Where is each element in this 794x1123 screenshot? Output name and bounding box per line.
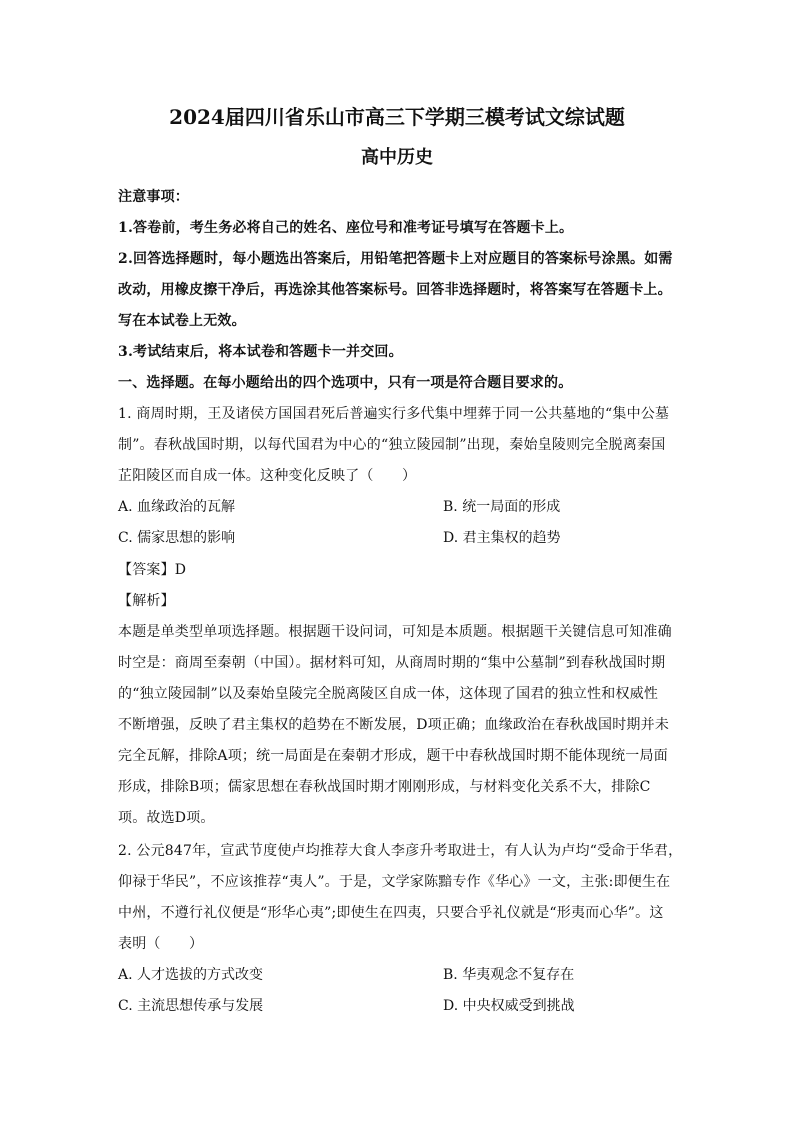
notice-item: 2.回答选择题时，每小题选出答案后，用铅笔把答题卡上对应题目的答案标号涂黑。如需: [118, 251, 673, 267]
document-title: 2024届四川省乐山市高三下学期三模考试文综试题: [169, 105, 625, 129]
notice-item: 1.答卷前，考生务必将自己的姓名、座位号和准考证号填写在答题卡上。: [118, 220, 574, 236]
question-stem-line: 表明（ ）: [118, 936, 204, 952]
question-stem-line: 1. 商周时期，王及诸侯方国国君死后普遍实行多代集中埋葬于同一公共墓地的“集中公墓: [118, 406, 670, 422]
analysis-heading: 【解析】: [118, 593, 175, 609]
question-stem-line: 芷阳陵区而自成一体。这种变化反映了（ ）: [118, 468, 417, 484]
question-stem-line: 制”。春秋战国时期，以每代国君为中心的“独立陵园制”出现，秦始皇陵则完全脱离秦国: [118, 437, 666, 453]
analysis-line: 的“独立陵园制”以及秦始皇陵完全脱离陵区自成一体，这体现了国君的独立性和权威性: [118, 686, 659, 702]
option-d: D. 中央权威受到挑战: [443, 998, 575, 1014]
analysis-line: 不断增强，反映了君主集权的趋势在不断发展，D项正确；血缘政治在春秋战国时期并未: [118, 717, 670, 733]
option-b: B. 统一局面的形成: [443, 499, 561, 515]
question-stem-line: 仰禄于华民”，不应该推荐“夷人”。于是，文学家陈黯专作《华心》一文，主张:即便生在: [118, 874, 671, 890]
analysis-line: 本题是单类型单项选择题。根据题干设问词，可知是本质题。根据题干关键信息可知准确: [118, 624, 672, 640]
analysis-line: 完全瓦解，排除A项；统一局面是在秦朝才形成，题干中春秋战国时期不能体现统一局面: [118, 748, 668, 764]
option-b: B. 华夷观念不复存在: [443, 967, 575, 983]
notice-item: 3.考试结束后，将本试卷和答题卡一并交回。: [118, 344, 403, 360]
option-c: C. 主流思想传承与发展: [118, 998, 264, 1014]
question-stem-line: 2. 公元847年，宣武节度使卢均推荐大食人李彦升考取进士，有人认为卢均“受命于华君，: [118, 843, 683, 859]
document-subtitle: 高中历史: [361, 147, 433, 168]
analysis-line: 时空是：商周至秦朝（中国）。据材料可知，从商周时期的“集中公墓制”到春秋战国时期: [118, 655, 666, 671]
answer-label: 【答案】D: [118, 562, 187, 578]
option-c: C. 儒家思想的影响: [118, 530, 236, 546]
notice-item: 写在本试卷上无效。: [118, 313, 246, 329]
question-stem-line: 中州，不遵行礼仪便是“形华心夷”;即使生在四夷，只要合乎礼仪就是“形夷而心华”。这: [118, 905, 664, 921]
section-heading: 一、选择题。在每小题给出的四个选项中，只有一项是符合题目要求的。: [118, 375, 573, 391]
notice-item: 改动，用橡皮擦干净后，再选涂其他答案标号。回答非选择题时，将答案写在答题卡上。: [118, 282, 672, 298]
notice-heading: 注意事项：: [118, 189, 189, 205]
analysis-line: 项。故选D项。: [118, 810, 215, 826]
option-a: A. 血缘政治的瓦解: [118, 499, 236, 515]
option-d: D. 君主集权的趋势: [443, 530, 561, 546]
option-a: A. 人才选拔的方式改变: [118, 967, 264, 983]
analysis-line: 形成，排除B项；儒家思想在春秋战国时期才刚刚形成，与材料变化关系不大，排除C: [118, 779, 651, 795]
